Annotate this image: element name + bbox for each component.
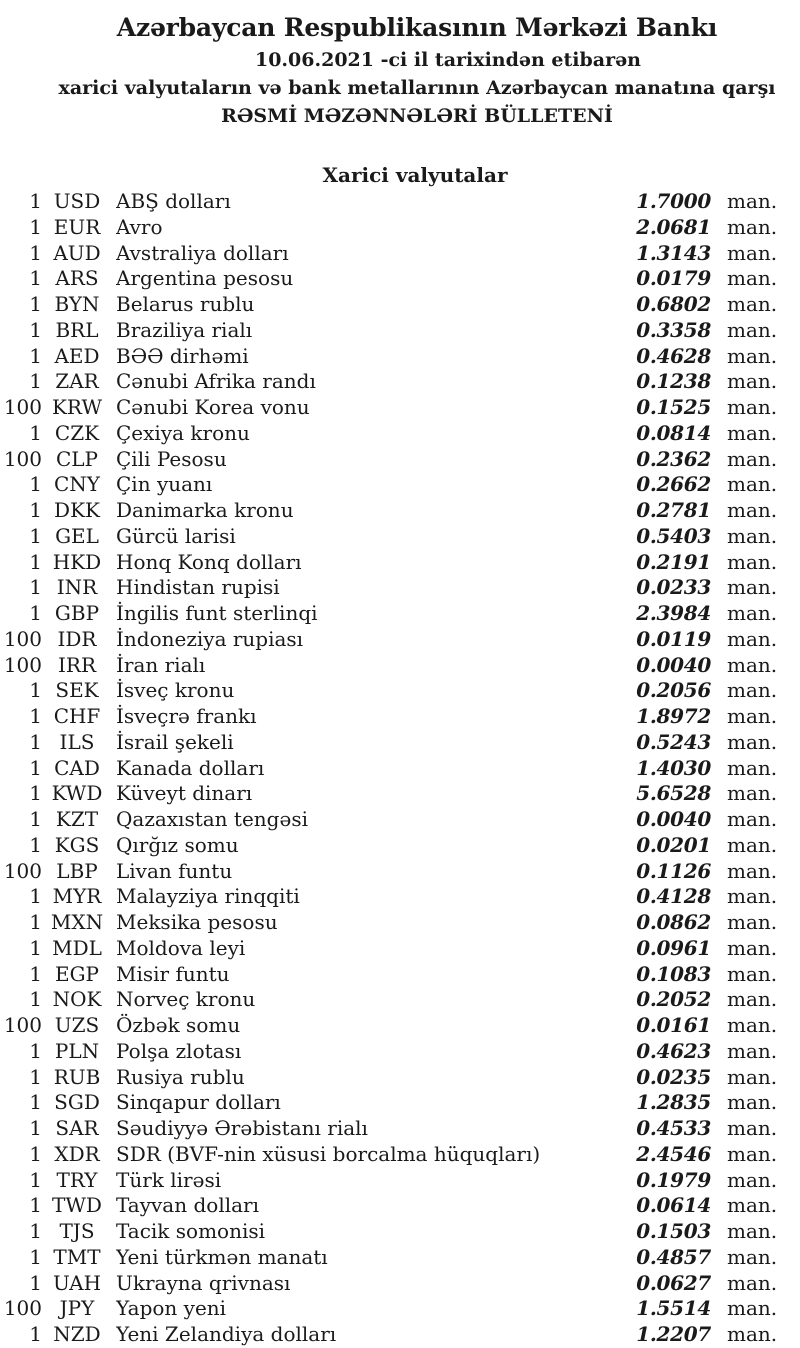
currency-row [0, 704, 800, 730]
currency-code: TMT [53, 1244, 101, 1269]
currency-row [0, 189, 800, 215]
currency-code: ILS [59, 729, 95, 754]
currency-unit-label: man. [727, 420, 778, 445]
currency-unit-label: man. [727, 781, 778, 806]
currency-code: USD [53, 189, 101, 213]
currency-rate: 0.1979 [636, 1167, 711, 1192]
bulletin-header [0, 0, 800, 130]
currency-rate: 0.1238 [636, 369, 711, 394]
currency-name: Türk lirəsi [116, 1167, 222, 1192]
currency-code: EUR [53, 214, 101, 239]
currency-unit-label: man. [727, 1270, 778, 1295]
currency-quantity: 1 [29, 1116, 42, 1140]
currency-quantity: 100 [3, 1013, 42, 1037]
currency-code: IRR [57, 652, 97, 677]
currency-code: TJS [59, 1219, 95, 1243]
currency-quantity: 100 [3, 446, 42, 471]
currency-name: İsrail şekeli [116, 729, 234, 754]
currency-unit-label: man. [727, 987, 778, 1012]
currency-name: Yeni Zelandiya dolları [116, 1322, 337, 1346]
currency-quantity: 1 [29, 266, 42, 291]
currency-quantity: 1 [29, 369, 42, 394]
currency-quantity: 1 [29, 317, 42, 342]
currency-row [0, 962, 800, 988]
currency-unit-label: man. [727, 729, 778, 754]
currency-unit-label: man. [727, 1193, 778, 1218]
currency-rate: 0.1083 [636, 961, 711, 986]
currency-code: CLP [55, 446, 99, 471]
currency-rate: 0.5403 [636, 523, 711, 548]
currency-quantity: 1 [29, 343, 42, 368]
currency-code: MDL [52, 935, 102, 960]
currency-quantity: 1 [29, 575, 42, 600]
currency-name: Çin yuanı [116, 472, 213, 497]
currency-code: TWD [52, 1193, 102, 1218]
currency-name: Tayvan dolları [116, 1193, 259, 1218]
currency-quantity: 100 [3, 395, 42, 419]
currency-name: Küveyt dinarı [116, 781, 253, 806]
currency-quantity: 1 [29, 781, 42, 806]
currency-row [0, 1271, 800, 1297]
currency-code: NZD [53, 1322, 101, 1346]
currency-rate: 0.0040 [636, 807, 711, 831]
currency-name: Braziliya rialı [116, 317, 253, 342]
currency-unit-label: man. [727, 446, 778, 471]
currency-quantity: 1 [29, 1322, 42, 1346]
currency-name: Misir funtu [116, 961, 230, 986]
currency-row [0, 1116, 800, 1142]
currency-rate: 1.4030 [636, 755, 711, 780]
currency-rate: 0.0235 [636, 1064, 711, 1089]
currency-row [0, 215, 800, 241]
currency-quantity: 1 [29, 678, 42, 703]
currency-unit-label: man. [727, 678, 778, 703]
currency-rate: 0.0961 [636, 935, 711, 960]
currency-name: Səudiyyə Ərəbistanı rialı [116, 1116, 368, 1140]
currency-quantity: 100 [3, 652, 42, 677]
currency-unit-label: man. [727, 1038, 778, 1063]
currency-unit-label: man. [727, 214, 778, 239]
currency-rate: 0.2781 [636, 498, 711, 522]
currency-rate: 0.2362 [636, 446, 711, 471]
currency-row [0, 421, 800, 447]
currency-quantity: 1 [29, 420, 42, 445]
currency-quantity: 1 [29, 729, 42, 754]
section-title-foreign-currencies: Xarici valyutalar [322, 163, 508, 187]
currency-name: Sinqapur dolları [116, 1090, 281, 1115]
currency-name: Tacik somonisi [116, 1219, 266, 1243]
currency-name: Argentina pesosu [116, 266, 294, 291]
currency-quantity: 1 [29, 214, 42, 239]
currency-unit-label: man. [727, 575, 778, 600]
currency-name: SDR (BVF-nin xüsusi borcalma hüquqları) [116, 1141, 541, 1166]
currency-code: NOK [52, 987, 102, 1012]
currency-row [0, 241, 800, 267]
currency-row [0, 524, 800, 550]
currency-row [0, 498, 800, 524]
currency-quantity: 1 [29, 1270, 42, 1295]
currency-code: KZT [55, 807, 99, 831]
currency-unit-label: man. [727, 266, 778, 291]
currency-rate: 0.0862 [636, 910, 711, 934]
currency-row [0, 1193, 800, 1219]
currency-name: BƏƏ dirhəmi [116, 343, 249, 368]
currency-quantity: 1 [29, 1064, 42, 1089]
currency-rate: 1.2207 [636, 1322, 711, 1346]
currency-row [0, 1296, 800, 1322]
currency-row [0, 884, 800, 910]
currency-code: ZAR [55, 369, 99, 394]
currency-rate: 0.1525 [636, 395, 711, 419]
currency-unit-label: man. [727, 884, 778, 909]
currency-row [0, 653, 800, 679]
currency-code: UZS [54, 1013, 100, 1037]
currency-unit-label: man. [727, 189, 778, 213]
currency-quantity: 1 [29, 1244, 42, 1269]
currency-code: MYR [52, 884, 102, 909]
currency-unit-label: man. [727, 626, 778, 651]
currency-row [0, 1039, 800, 1065]
scope-line: xarici valyutaların və bank metallarının Azərbaycan manatına qarşı [58, 77, 776, 99]
currency-quantity: 1 [29, 601, 42, 625]
currency-code: CHF [53, 704, 101, 728]
currency-quantity: 1 [29, 189, 42, 213]
currency-quantity: 1 [29, 549, 42, 574]
currency-code: RUB [53, 1064, 101, 1089]
currency-code: SEK [55, 678, 99, 703]
currency-name: Norveç kronu [116, 987, 256, 1012]
currency-row [0, 1013, 800, 1039]
currency-rate: 1.2835 [636, 1090, 711, 1115]
currency-code: SGD [54, 1090, 100, 1115]
currency-code: IDR [57, 626, 97, 651]
currency-rate: 1.5514 [636, 1296, 711, 1321]
currency-name: Danimarka kronu [116, 498, 294, 522]
currency-code: MXN [50, 910, 104, 934]
currency-row [0, 447, 800, 473]
currency-unit-label: man. [727, 343, 778, 368]
currency-rate: 0.2191 [636, 549, 711, 574]
currency-rate: 0.0627 [636, 1270, 711, 1295]
currency-rate: 0.4628 [636, 343, 711, 368]
currency-unit-label: man. [727, 858, 778, 883]
currency-row [0, 627, 800, 653]
currency-code: CNY [53, 472, 100, 497]
currency-quantity: 1 [29, 240, 42, 265]
currency-rate: 1.3143 [636, 240, 711, 265]
currency-name: Cənubi Korea vonu [116, 395, 310, 419]
currency-unit-label: man. [727, 1141, 778, 1166]
currency-row [0, 1168, 800, 1194]
currency-rate: 0.0614 [636, 1193, 711, 1218]
currency-rate: 0.0161 [636, 1013, 711, 1037]
currency-code: KRW [51, 395, 103, 419]
currency-name: İran rialı [116, 652, 206, 677]
effective-date-line: 10.06.2021 -ci il tarixindən etibarən [254, 49, 641, 71]
currency-row [0, 1322, 800, 1348]
currency-rate: 0.4128 [636, 884, 711, 909]
currency-quantity: 1 [29, 292, 42, 316]
currency-quantity: 1 [29, 1141, 42, 1166]
currency-name: Yeni türkmən manatı [116, 1244, 328, 1269]
currency-unit-label: man. [727, 292, 778, 316]
currency-rate: 0.1503 [636, 1219, 711, 1243]
currency-code: INR [56, 575, 98, 600]
currency-rate: 0.0119 [636, 626, 711, 651]
currency-code: AED [54, 343, 100, 368]
currency-rate: 0.0814 [636, 420, 711, 445]
currency-quantity: 1 [29, 910, 42, 934]
currency-quantity: 1 [29, 832, 42, 857]
currency-unit-label: man. [727, 1322, 778, 1346]
currency-row [0, 833, 800, 859]
currency-row [0, 601, 800, 627]
currency-row [0, 369, 800, 395]
currency-name: Belarus rublu [116, 292, 255, 316]
currency-code: EGP [54, 961, 100, 986]
currency-code: CAD [54, 755, 100, 780]
currency-quantity: 100 [3, 1296, 42, 1321]
currency-name: Avstraliya dolları [116, 240, 289, 265]
currency-rate: 0.0179 [636, 266, 711, 291]
currency-name: İsveç kronu [116, 678, 235, 703]
currency-row [0, 756, 800, 782]
currency-unit-label: man. [727, 755, 778, 780]
currency-quantity: 1 [29, 987, 42, 1012]
currency-rate: 0.4533 [636, 1116, 711, 1140]
currency-name: Cənubi Afrika randı [116, 369, 316, 394]
currency-row [0, 318, 800, 344]
currency-row [0, 781, 800, 807]
currency-row [0, 730, 800, 756]
currency-quantity: 1 [29, 1090, 42, 1115]
currency-code: HKD [52, 549, 102, 574]
currency-code: CZK [54, 420, 100, 445]
currency-row [0, 575, 800, 601]
currency-code: SAR [55, 1116, 99, 1140]
currency-row [0, 1142, 800, 1168]
currency-code: PLN [54, 1038, 100, 1063]
currency-unit-label: man. [727, 369, 778, 394]
currency-code: BRL [55, 317, 99, 342]
currency-unit-label: man. [727, 395, 778, 419]
currency-unit-label: man. [727, 240, 778, 265]
currency-unit-label: man. [727, 1244, 778, 1269]
currency-row [0, 1065, 800, 1091]
currency-quantity: 100 [3, 626, 42, 651]
currency-rate: 1.8972 [636, 704, 711, 728]
currency-unit-label: man. [727, 935, 778, 960]
currency-row [0, 859, 800, 885]
currency-rate: 0.1126 [636, 858, 711, 883]
currency-unit-label: man. [727, 807, 778, 831]
currency-rate: 1.7000 [636, 189, 711, 213]
currency-quantity: 1 [29, 961, 42, 986]
currency-unit-label: man. [727, 1064, 778, 1089]
currency-name: Özbək somu [116, 1013, 241, 1037]
currency-unit-label: man. [727, 472, 778, 497]
currency-unit-label: man. [727, 1090, 778, 1115]
currency-name: İsveçrə frankı [116, 704, 257, 728]
currency-row [0, 936, 800, 962]
currency-quantity: 100 [3, 858, 42, 883]
currency-unit-label: man. [727, 1116, 778, 1140]
bank-title: Azərbaycan Respublikasının Mərkəzi Bankı [116, 13, 718, 42]
currency-row [0, 678, 800, 704]
currency-row [0, 1245, 800, 1271]
currency-rate: 2.3984 [636, 601, 711, 625]
currency-name: Gürcü larisi [116, 523, 236, 548]
currency-code: BYN [54, 292, 100, 316]
currency-code: TRY [56, 1167, 98, 1192]
currency-rate: 0.4857 [636, 1244, 711, 1269]
currency-name: Honq Konq dolları [116, 549, 302, 574]
currency-row [0, 550, 800, 576]
currency-unit-label: man. [727, 1219, 778, 1243]
currency-quantity: 1 [29, 807, 42, 831]
currency-unit-label: man. [727, 523, 778, 548]
currency-name: İndoneziya rupiası [116, 626, 304, 651]
currency-row [0, 266, 800, 292]
currency-name: İngilis funt sterlinqi [116, 601, 318, 625]
currency-rate: 0.5243 [636, 729, 711, 754]
currency-quantity: 1 [29, 472, 42, 497]
currency-row [0, 344, 800, 370]
currency-quantity: 1 [29, 1193, 42, 1218]
currency-name: Livan funtu [116, 858, 233, 883]
currency-unit-label: man. [727, 961, 778, 986]
currency-code: XDR [54, 1141, 100, 1166]
currency-unit-label: man. [727, 910, 778, 934]
currency-name: Avro [116, 214, 163, 239]
currency-row [0, 1090, 800, 1116]
currency-code: DKK [54, 498, 100, 522]
currency-name: Çili Pesosu [116, 446, 227, 471]
currency-rate: 0.2662 [636, 472, 711, 497]
currency-row [0, 395, 800, 421]
currency-row [0, 910, 800, 936]
currency-name: Kanada dolları [116, 755, 265, 780]
currency-name: Moldova leyi [116, 935, 246, 960]
currency-name: Meksika pesosu [116, 910, 278, 934]
currency-code: UAH [52, 1270, 102, 1295]
currency-name: Yapon yeni [116, 1296, 227, 1321]
currency-name: Malayziya rinqqiti [116, 884, 300, 909]
currency-rates-table [0, 189, 800, 1348]
currency-name: ABŞ dolları [116, 189, 231, 213]
currency-row [0, 1219, 800, 1245]
currency-code: GEL [55, 523, 99, 548]
currency-name: Çexiya kronu [116, 420, 250, 445]
currency-quantity: 1 [29, 523, 42, 548]
currency-code: JPY [59, 1296, 95, 1321]
currency-unit-label: man. [727, 498, 778, 522]
currency-row [0, 472, 800, 498]
currency-code: LBP [56, 858, 98, 883]
currency-quantity: 1 [29, 1038, 42, 1063]
currency-quantity: 1 [29, 498, 42, 522]
currency-code: GBP [54, 601, 100, 625]
currency-rate: 0.3358 [636, 317, 711, 342]
currency-unit-label: man. [727, 549, 778, 574]
currency-quantity: 1 [29, 884, 42, 909]
currency-row [0, 807, 800, 833]
currency-rate: 2.0681 [636, 214, 711, 239]
currency-name: Qırğız somu [116, 832, 239, 857]
currency-rate: 0.0233 [636, 575, 711, 600]
currency-rate: 5.6528 [636, 781, 711, 806]
currency-unit-label: man. [727, 652, 778, 677]
currency-unit-label: man. [727, 601, 778, 625]
currency-name: Hindistan rupisi [116, 575, 280, 600]
currency-row [0, 292, 800, 318]
currency-unit-label: man. [727, 704, 778, 728]
currency-quantity: 1 [29, 1167, 42, 1192]
currency-rate: 0.6802 [636, 292, 711, 316]
currency-code: KGS [54, 832, 100, 857]
currency-rate: 0.0040 [636, 652, 711, 677]
currency-unit-label: man. [727, 832, 778, 857]
currency-row [0, 987, 800, 1013]
currency-code: AUD [53, 240, 101, 265]
currency-name: Qazaxıstan tengəsi [116, 807, 308, 831]
currency-name: Ukrayna qrivnası [116, 1270, 291, 1295]
currency-quantity: 1 [29, 935, 42, 960]
currency-quantity: 1 [29, 755, 42, 780]
currency-code: KWD [51, 781, 103, 806]
currency-unit-label: man. [727, 1013, 778, 1037]
currency-quantity: 1 [29, 1219, 42, 1243]
currency-code: ARS [55, 266, 99, 291]
bulletin-title-line: RƏSMİ MƏZƏNNƏLƏRİ BÜLLETENİ [221, 105, 613, 127]
currency-rate: 0.2056 [636, 678, 711, 703]
currency-unit-label: man. [727, 1296, 778, 1321]
currency-rate: 0.0201 [636, 832, 711, 857]
currency-rate: 0.4623 [636, 1038, 711, 1063]
currency-rate: 2.4546 [636, 1141, 711, 1166]
currency-unit-label: man. [727, 317, 778, 342]
currency-quantity: 1 [29, 704, 42, 728]
currency-rate: 0.2052 [636, 987, 711, 1012]
currency-name: Rusiya rublu [116, 1064, 245, 1089]
currency-name: Polşa zlotası [116, 1038, 242, 1063]
currency-unit-label: man. [727, 1167, 778, 1192]
